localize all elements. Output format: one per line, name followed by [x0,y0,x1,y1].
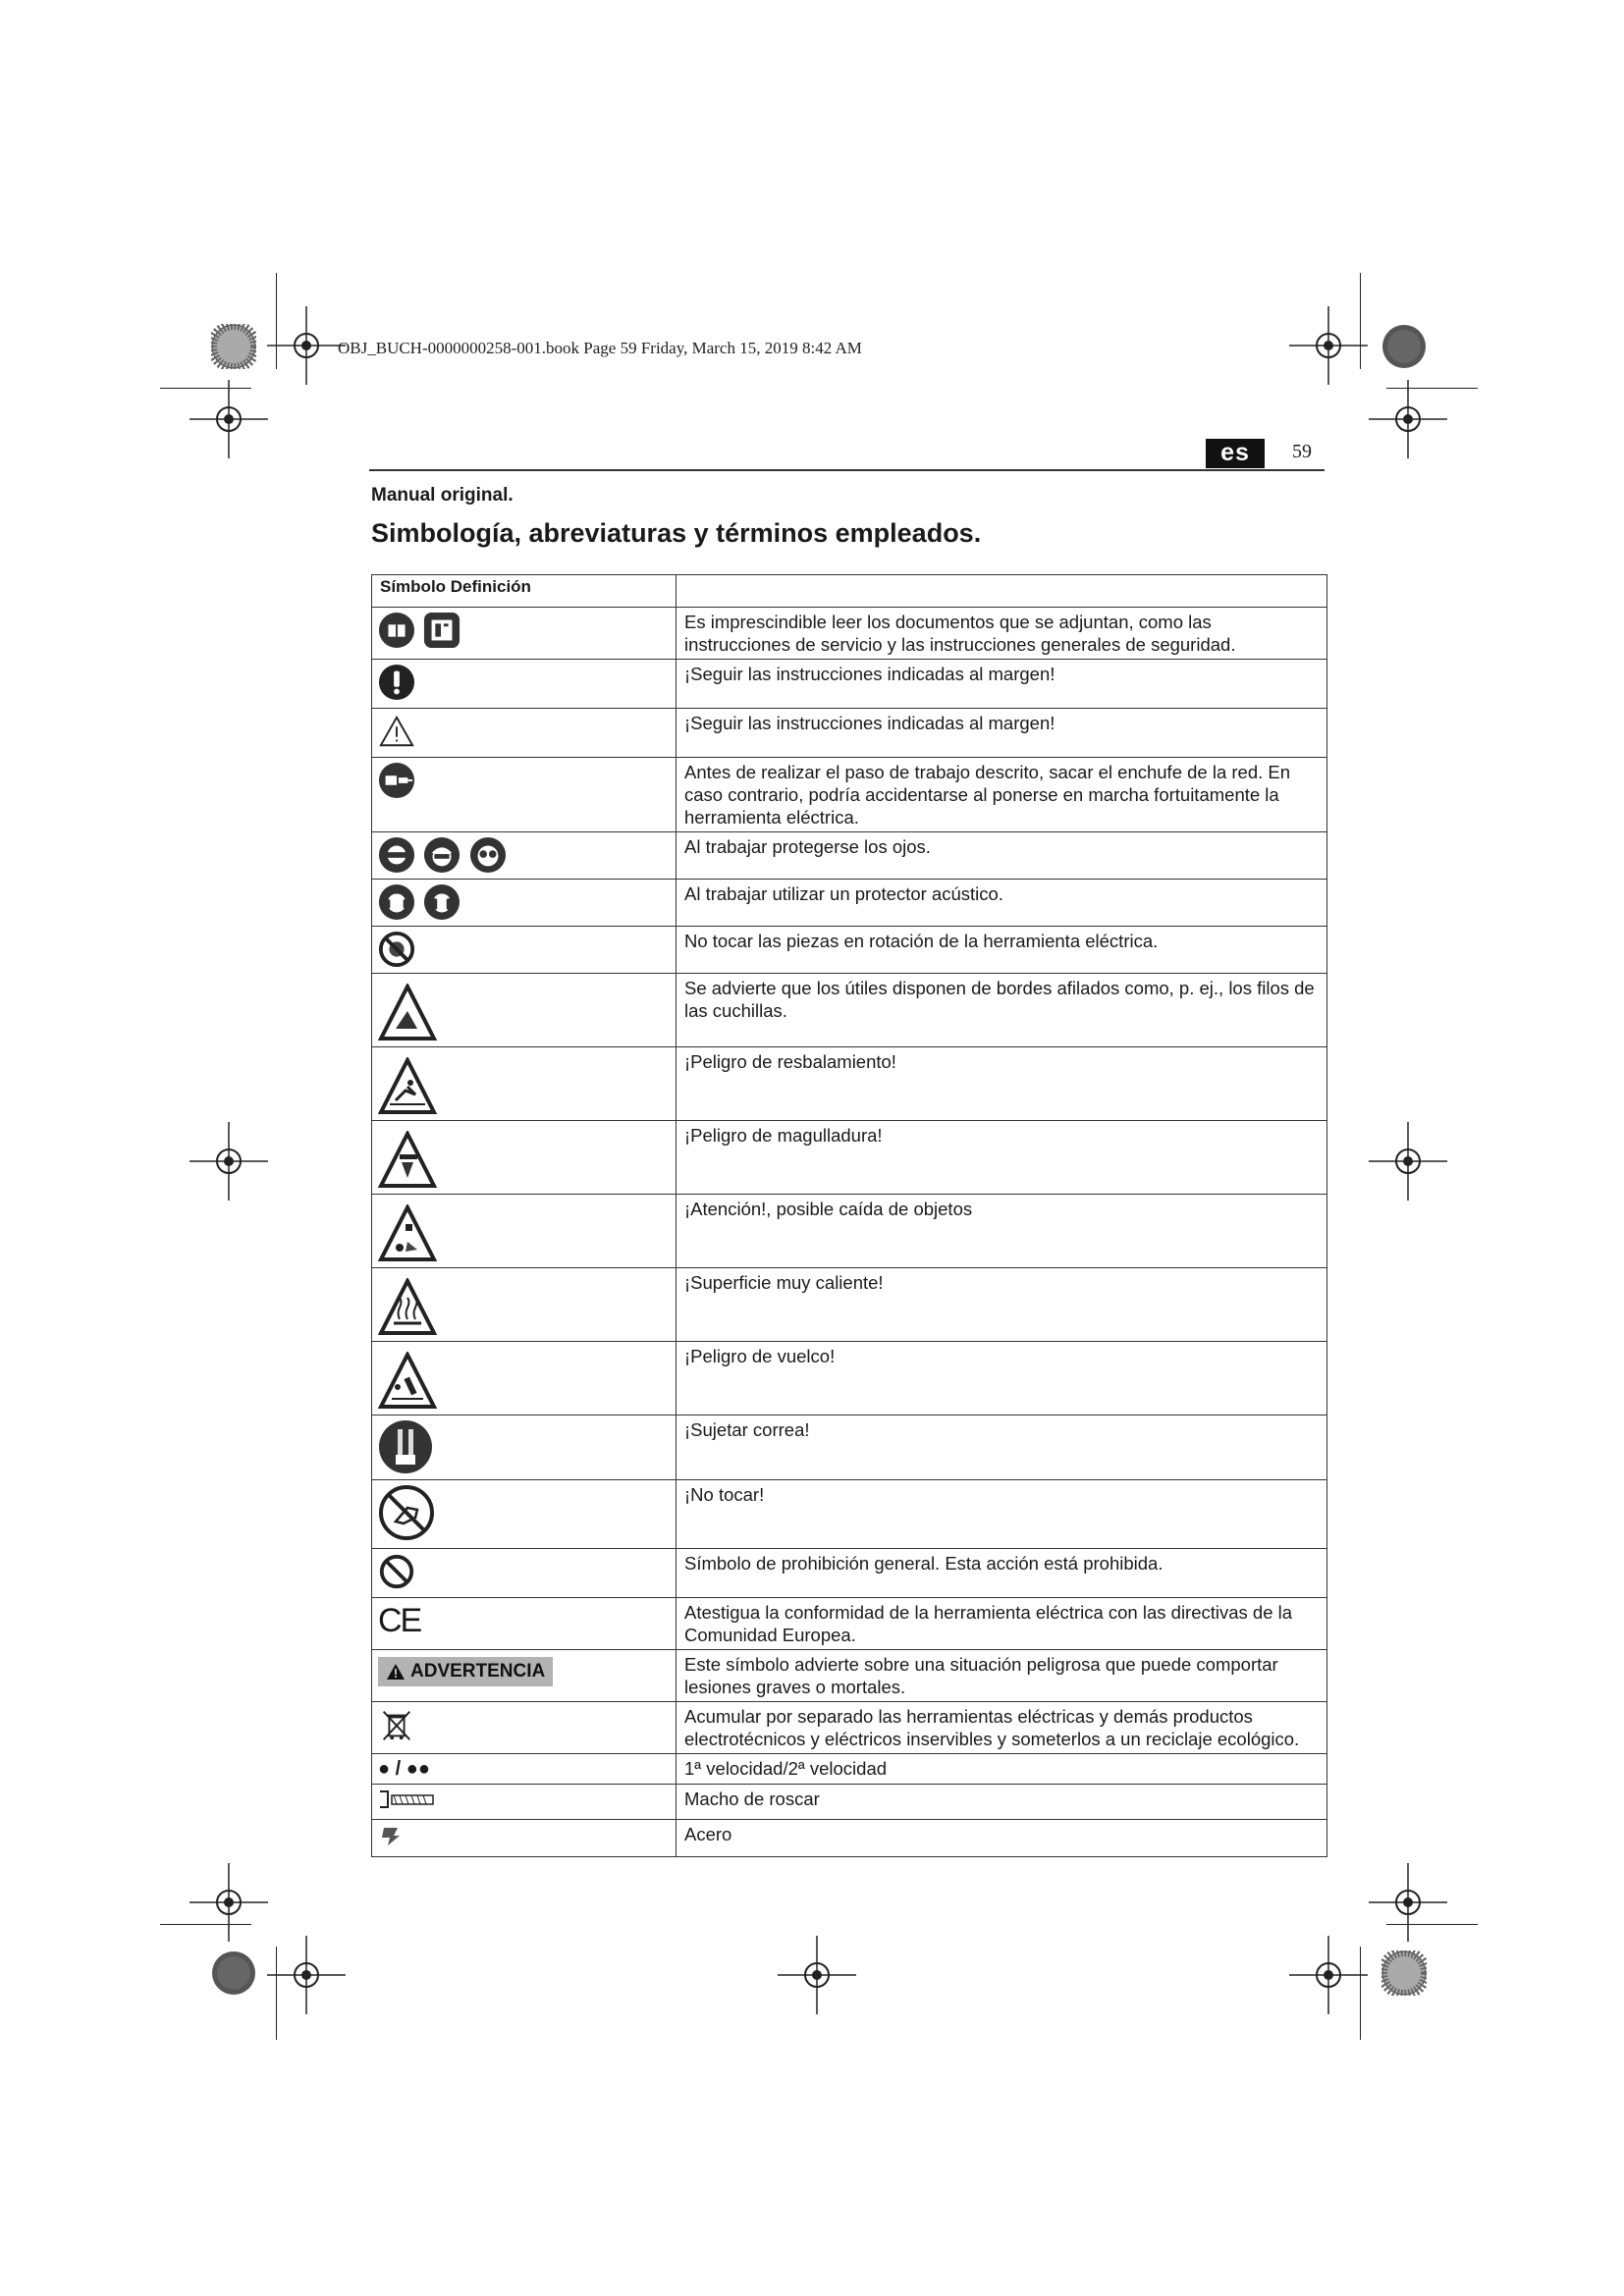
symbol-cell [372,1480,677,1549]
registration-crosshair-icon [1289,306,1368,385]
language-badge: es [1206,439,1265,468]
definition-cell: ¡Sujetar correa! [677,1415,1327,1480]
symbol-cell [372,1342,677,1415]
goggles-helmet-icon [423,836,460,874]
registration-crosshair-icon [189,1122,268,1201]
ear-protection-icon [423,883,460,921]
page-title: Simbología, abreviaturas y términos empleados. [371,518,982,548]
definition-cell: ¡Atención!, posible caída de objetos [677,1195,1327,1268]
symbol-cell [372,1785,677,1820]
definition-cell: ¡Seguir las instrucciones indicadas al margen! [677,660,1327,709]
table-row [372,1549,1327,1598]
definition-cell: Símbolo de prohibición general. Esta acción está prohibida. [677,1549,1327,1598]
tap-icon [378,1789,437,1810]
registration-disc-icon [211,324,256,369]
header-rule [369,469,1325,471]
warning-label [378,1657,553,1686]
registration-crosshair-icon [1369,1122,1447,1201]
definition-cell: Antes de realizar el paso de trabajo descrito, sacar el enchufe de la red. En caso contrario, podría accidentarse al ponerse en marcha fortuitamente la herramienta eléctrica. [677,758,1327,832]
definition-cell: Macho de roscar [677,1785,1327,1820]
table-row [372,608,1327,660]
symbol-cell [372,758,677,832]
symbol-cell [372,1650,677,1702]
symbol-cell [372,927,677,974]
table-row [372,1650,1327,1702]
fasten-strap-icon [378,1419,433,1474]
symbols-table [371,574,1327,1857]
falling-objects-warning-icon [378,1204,453,1263]
unplug-icon [378,762,415,799]
definition-cell: No tocar las piezas en rotación de la herramienta eléctrica. [677,927,1327,974]
symbol-cell [372,709,677,758]
definition-cell: Este símbolo advierte sobre una situación peligrosa que puede comportar lesiones graves o mortales. [677,1650,1327,1702]
mandatory-exclamation-icon [378,664,415,701]
table-row [372,660,1327,709]
definition-cell: 1ª velocidad/2ª velocidad [677,1754,1327,1785]
symbol-cell [372,1598,677,1650]
table-row [372,974,1327,1047]
no-touch-rotating-icon [378,931,415,968]
definition-cell: ¡Peligro de magulladura! [677,1121,1327,1195]
slip-hazard-warning-icon [378,1057,453,1116]
symbol-cell [372,1195,677,1268]
symbol-cell [372,1820,677,1857]
column-header-definition [677,575,1327,608]
definition-cell: ¡Peligro de resbalamiento! [677,1047,1327,1121]
table-row [372,1754,1327,1785]
symbol-cell [372,1702,677,1754]
definition-cell: ¡Superficie muy caliente! [677,1268,1327,1342]
registration-disc-icon [1381,324,1427,369]
table-row [372,1047,1327,1121]
symbol-cell [372,1268,677,1342]
registration-crosshair-icon [189,1863,268,1942]
symbol-cell [372,608,677,660]
face-shield-icon [378,836,415,874]
registration-crosshair-icon [267,1936,346,2014]
hot-surface-warning-icon [378,1278,453,1337]
table-row [372,927,1327,974]
definition-cell: Al trabajar utilizar un protector acústico. [677,880,1327,927]
definition-cell: Acumular por separado las herramientas eléctricas y demás productos electrotécnicos y eléctricos inservibles y someterlos a un reciclaje ecológico. [677,1702,1327,1754]
tipping-hazard-warning-icon [378,1352,453,1411]
print-slug: OBJ_BUCH-0000000258-001.book Page 59 Friday, March 15, 2019 8:42 AM [338,339,862,357]
ce-mark-icon: CE [378,1602,421,1639]
definition-cell: Al trabajar protegerse los ojos. [677,832,1327,880]
warning-label-text: ADVERTENCIA [410,1661,546,1682]
table-row [372,1195,1327,1268]
table-row [372,1820,1327,1857]
registration-crosshair-icon [778,1936,856,2014]
symbol-cell [372,1121,677,1195]
definition-cell: Atestigua la conformidad de la herramienta eléctrica con las directivas de la Comunidad Europea. [677,1598,1327,1650]
warning-triangle-icon [378,713,415,750]
definition-cell: Se advierte que los útiles disponen de bordes afilados como, p. ej., los filos de las cuchillas. [677,974,1327,1047]
registration-disc-icon [1381,1950,1427,1996]
table-row [372,880,1327,927]
symbol-cell [372,1415,677,1480]
table-row [372,1480,1327,1549]
table-row [372,1598,1327,1650]
table-row [372,1702,1327,1754]
page-number: 59 [1292,441,1312,462]
crush-hazard-warning-icon [378,1131,453,1190]
registration-crosshair-icon [1369,380,1447,458]
table-row [372,709,1327,758]
definition-cell: ¡Peligro de vuelco! [677,1342,1327,1415]
weee-bin-icon [378,1706,415,1743]
table-row [372,1785,1327,1820]
ear-muff-icon [378,883,415,921]
read-instructions-icon [378,612,415,649]
symbol-cell [372,1754,677,1785]
manual-book-icon [423,612,460,649]
do-not-touch-icon [378,1484,435,1541]
table-row [372,1268,1327,1342]
registration-crosshair-icon [267,306,346,385]
prohibition-icon [378,1553,415,1590]
definition-cell: ¡No tocar! [677,1480,1327,1549]
registration-disc-icon [211,1950,256,1996]
registration-crosshair-icon [1289,1936,1368,2014]
table-row [372,1342,1327,1415]
registration-crosshair-icon [189,380,268,458]
safety-glasses-icon [469,836,507,874]
definition-cell: Acero [677,1820,1327,1857]
symbol-cell [372,1047,677,1121]
definition-cell: ¡Seguir las instrucciones indicadas al margen! [677,709,1327,758]
symbol-cell [372,880,677,927]
sharp-edges-warning-icon [378,984,453,1042]
symbol-cell [372,1549,677,1598]
registration-crosshair-icon [1369,1863,1447,1942]
symbol-cell [372,832,677,880]
column-header-symbol: Símbolo Definición [372,575,677,608]
steel-icon [378,1824,404,1847]
symbol-cell [372,974,677,1047]
symbol-cell [372,660,677,709]
definition-cell: Es imprescindible leer los documentos que se adjuntan, como las instrucciones de servicio y las instrucciones generales de seguridad. [677,608,1327,660]
table-row [372,832,1327,880]
kicker-label: Manual original. [371,485,514,506]
warning-triangle-icon [386,1663,406,1681]
table-row [372,758,1327,832]
table-row [372,1121,1327,1195]
speed-dots-icon: ● / ●● [378,1758,430,1780]
table-row [372,1415,1327,1480]
table-header-row [372,575,1327,608]
